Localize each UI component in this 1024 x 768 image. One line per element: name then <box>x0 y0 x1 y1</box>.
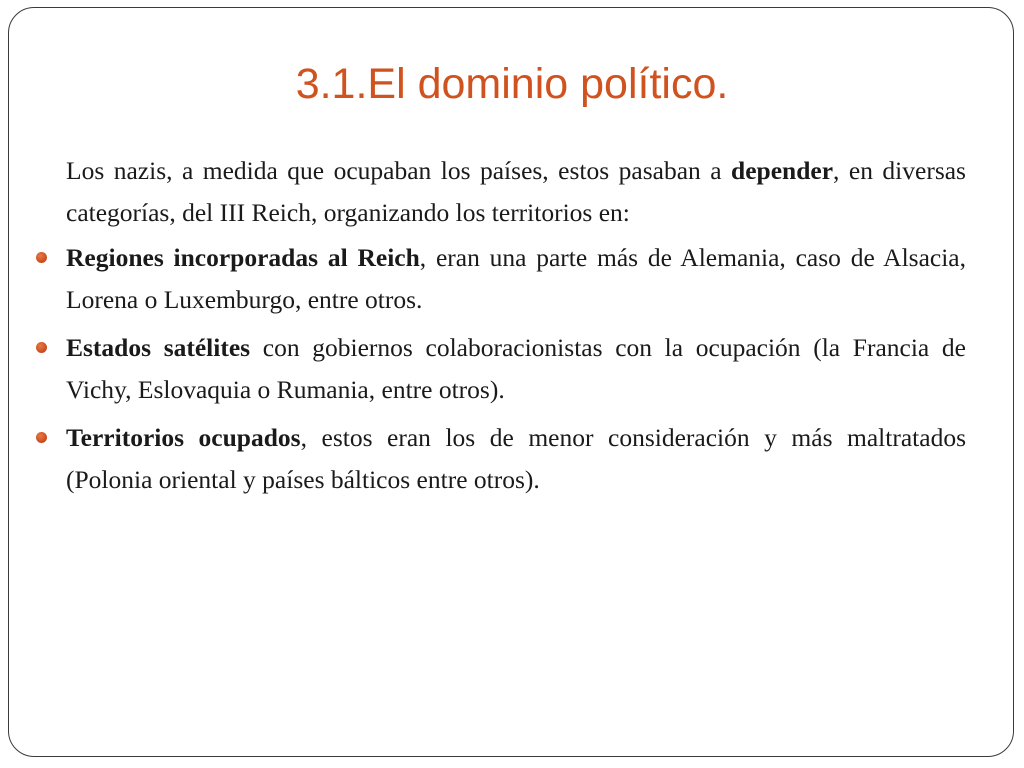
bullet-list <box>66 237 966 500</box>
intro-text-before: Los nazis, a medida que ocupaban los países, estos pasaban a <box>66 156 732 185</box>
intro-bold-term: depender <box>731 156 834 185</box>
slide-body <box>66 150 966 507</box>
bullet-item-estados <box>66 327 966 410</box>
bullet-item-regiones <box>66 237 966 320</box>
bullet-bold-term: Estados satélites <box>66 333 251 362</box>
bullet-bold-term: Territorios ocupados <box>66 423 301 452</box>
intro-text-after: , en diversas categorías, del III Reich, organizando los territorios en: <box>66 156 966 227</box>
bullet-text: con gobiernos colaboracionistas con la ocupación (la Francia de Vichy, Eslovaquia o Rumania, entre otros). <box>66 333 966 404</box>
bullet-text: , eran una parte más de Alemania, caso de Alsacia, Lorena o Luxemburgo, entre otros. <box>66 243 966 314</box>
intro-paragraph <box>66 150 966 233</box>
bullet-dot-icon <box>36 252 47 263</box>
bullet-bold-term: Regiones incorporadas al Reich <box>66 243 420 272</box>
bullet-dot-icon <box>36 432 47 443</box>
bullet-text: , estos eran los de menor consideración y más maltratados (Polonia oriental y países bálticos entre otros). <box>66 423 966 494</box>
bullet-item-territorios <box>66 417 966 500</box>
bullet-dot-icon <box>36 342 47 353</box>
slide-title: 3.1.El dominio político. <box>295 60 729 108</box>
